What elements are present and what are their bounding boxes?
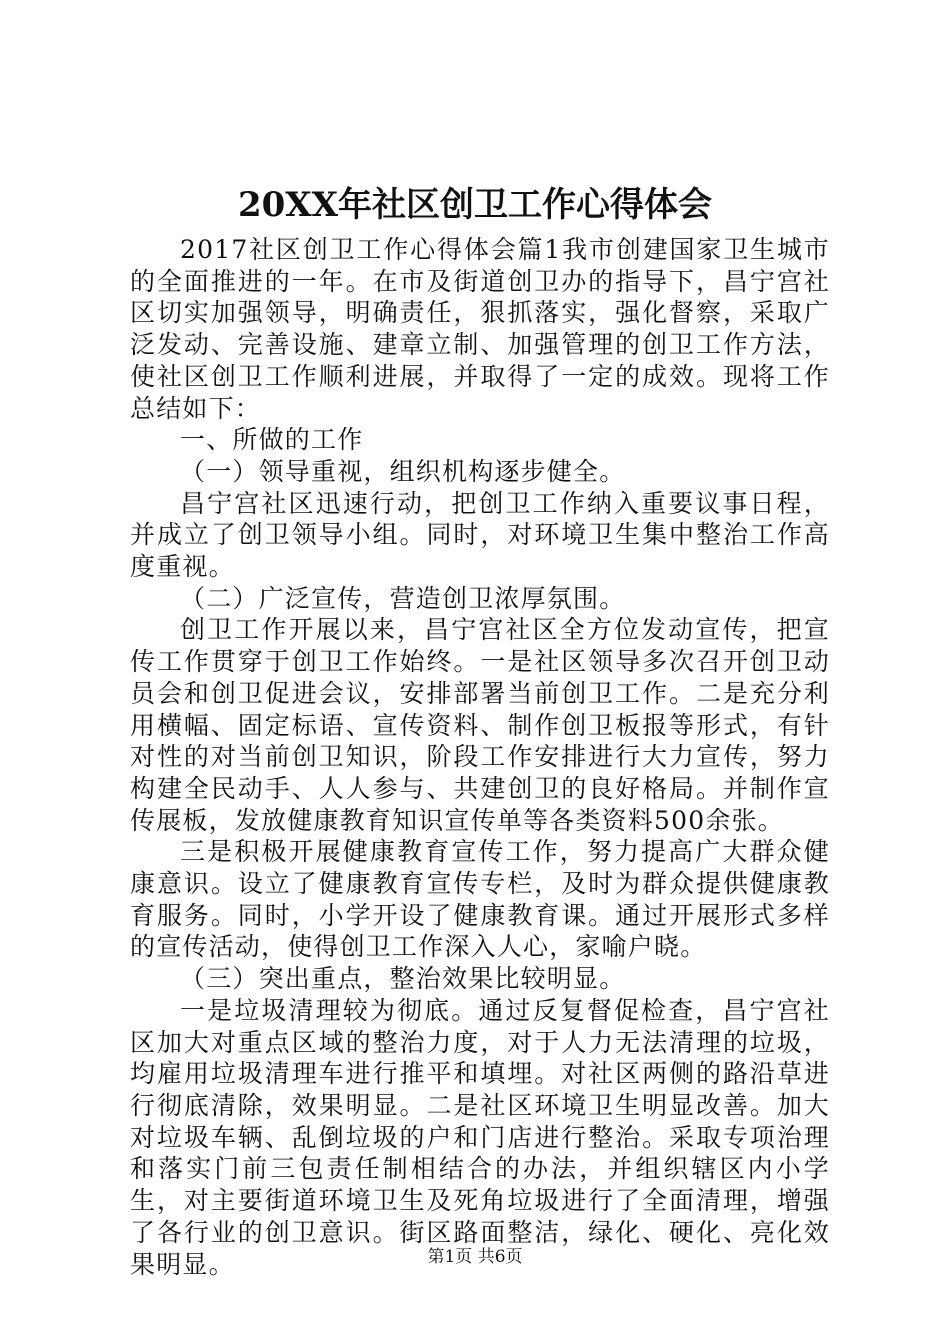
document-title: 20XX年社区创卫工作心得体会 — [237, 185, 713, 225]
paragraph-intro: 2017社区创卫工作心得体会篇1我市创建国家卫生城市的全面推进的一年。在市及街道创卫办的指导下，昌宁宫社区切实加强领导，明确责任，狠抓落实，强化督察，采取广泛发动、完善设施、建章立制、加强管理的创卫工作方法，使社区创卫工作顺利进展，并取得了一定的成效。现将工作总结如下： — [130, 235, 830, 423]
subheading-leadership: （一）领导重视，组织机构逐步健全。 — [180, 456, 626, 486]
paragraph-key-points: 一是垃圾清理较为彻底。通过反复督促检查，昌宁宫社区加大对重点区域的整治力度，对于人力无法清理的垃圾，均雇用垃圾清理车进行推平和填埋。对社区两侧的路沿草进行彻底清除，效果明显。二是社区环境卫生明显改善。加大对垃圾车辆、乱倒垃圾的户和门店进行整治。采取专项治理和落实门前三包责任制相结合的办法，并组织辖区内小学生，对主要街道环境卫生及死角垃圾进行了全面清理，增强了各行业的创卫意识。街区路面整洁，绿化、硬化、亮化效果明显。 — [130, 995, 830, 1279]
subheading-publicity: （二）广泛宣传，营造创卫浓厚氛围。 — [180, 583, 626, 613]
paragraph-leadership: 昌宁宫社区迅速行动，把创卫工作纳入重要议事日程，并成立了创卫领导小组。同时，对环境卫生集中整治工作高度重视。 — [130, 488, 830, 582]
document-body — [130, 234, 830, 1280]
subheading-key-points: （三）突出重点，整治效果比较明显。 — [180, 964, 626, 994]
section-heading-work-done: 一、所做的工作 — [180, 425, 364, 455]
paragraph-health-education: 三是积极开展健康教育宣传工作，努力提高广大群众健康意识。设立了健康教育宣传专栏，及时为群众提供健康教育服务。同时，小学开设了健康教育课。通过开展形式多样的宣传活动，使得创卫工作深入人心，家喻户晓。 — [130, 837, 830, 962]
paragraph-publicity: 创卫工作开展以来，昌宁宫社区全方位发动宣传，把宣传工作贯穿于创卫工作始终。一是社区领导多次召开创卫动员会和创卫促进会议，安排部署当前创卫工作。二是充分利用横幅、固定标语、宣传资料、制作创卫板报等形式，有针对性的对当前创卫知识，阶段工作安排进行大力宣传，努力构建全民动手、人人参与、共建创卫的良好格局。并制作宣传展板，发放健康教育知识宣传单等各类资料500余张。 — [130, 615, 830, 835]
page-footer: 第1页 共6页 — [427, 1247, 523, 1267]
